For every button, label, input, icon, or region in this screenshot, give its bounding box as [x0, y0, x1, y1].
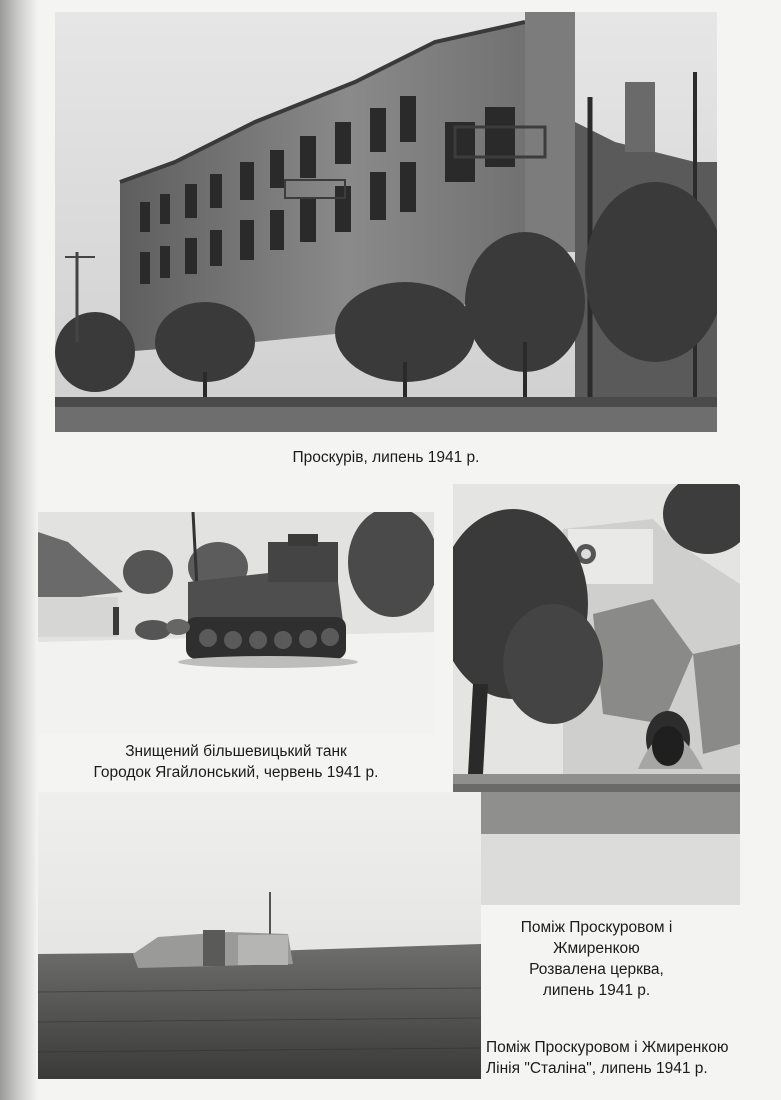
caption-proskuriv: [55, 447, 717, 468]
caption-proskuriv-line1: Проскурів, липень 1941 р.: [292, 449, 480, 466]
caption-tank: [38, 741, 434, 783]
caption-church-line3: Розвалена церква,: [529, 961, 664, 978]
caption-tank-line2: Городок Ягайлонський, червень 1941 р.: [93, 764, 379, 781]
page-gutter-shadow: [0, 0, 38, 1100]
caption-church-line1: Поміж Проскуровом і: [520, 919, 673, 936]
photo-ruined-church: [453, 484, 740, 905]
caption-stalin-line-line2: Лінія "Сталіна", липень 1941 р.: [486, 1060, 708, 1077]
photo-stalin-line-bunker: [38, 792, 481, 1079]
caption-church-line2: Жмиренкою: [553, 940, 640, 957]
photo-proskuriv-building: [55, 12, 717, 432]
caption-stalin-line-line1: Поміж Проскуровом і Жмиренкою: [486, 1039, 729, 1056]
caption-church-line4: липень 1941 р.: [542, 982, 651, 999]
photo-destroyed-tank: [38, 512, 434, 734]
caption-stalin-line: [486, 1037, 776, 1079]
caption-church: [453, 917, 740, 1001]
caption-tank-line1: Знищений більшевицький танк: [125, 743, 347, 760]
